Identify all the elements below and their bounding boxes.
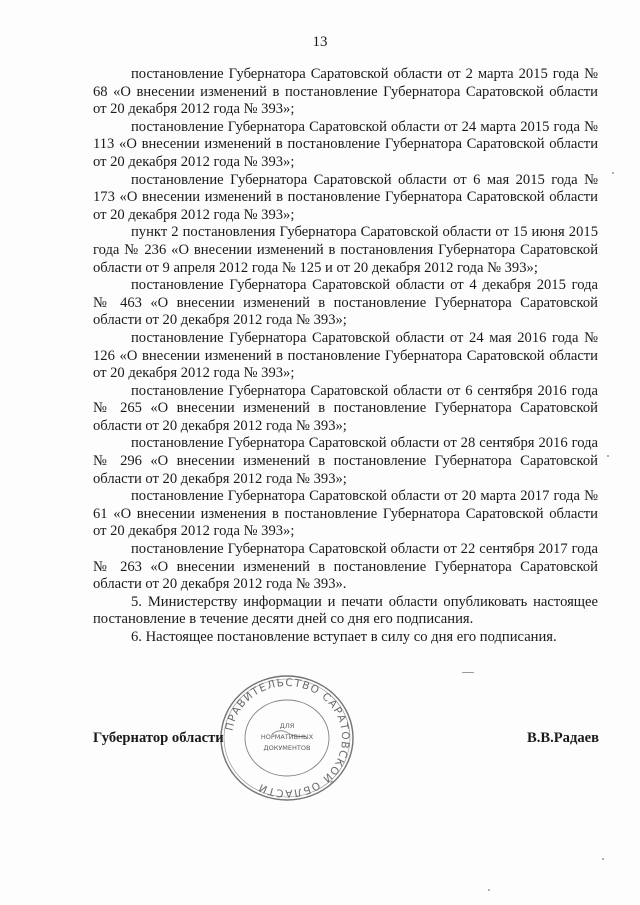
paragraph: постановление Губернатора Саратовской области от 6 сентября 2016 года № 265 «О внесении изменений в постановление Губернатора Саратовской области от 20 декабря 2012 года № 393»; <box>93 382 598 434</box>
paragraph: постановление Губернатора Саратовской области от 6 мая 2015 года № 173 «О внесении изменений в постановление Губернатора Саратовской области от 20 декабря 2012 года № 393»; <box>93 171 598 223</box>
scan-artifact <box>488 889 490 891</box>
paragraph: 5. Министерству информации и печати области опубликовать настоящее постановление в течение десяти дней со дня его подписания. <box>93 593 598 628</box>
seal-center-text: НОРМАТИВНЫХ <box>260 733 314 741</box>
paragraph: постановление Губернатора Саратовской области от 20 марта 2017 года № 61 «О внесении изменения в постановление Губернатора Саратовской области от 20 декабря 2012 года № 393»; <box>93 488 598 540</box>
official-seal <box>212 668 362 808</box>
paragraph: постановление Губернатора Саратовской области от 4 декабря 2015 года № 463 «О внесении изменений в постановление Губернатора Саратовской области от 20 декабря 2012 года № 393»; <box>93 277 598 329</box>
signer-name: В.В.Радаев <box>526 730 599 746</box>
paragraph: постановление Губернатора Саратовской области от 22 сентября 2017 года № 263 «О внесении изменений в постановление Губернатора Саратовской области от 20 декабря 2012 года № 393». <box>93 541 598 593</box>
signer-title: Губернатор области <box>93 730 224 746</box>
scan-artifact <box>612 172 614 174</box>
paragraph: пункт 2 постановления Губернатора Саратовской области от 15 июня 2015 года № 236 «О внесении изменений в постановления Губернатора Саратовской области от 9 апреля 2012 года № 125 и от 20 декабря 2012 года № 393»; <box>93 224 598 276</box>
paragraph: постановление Губернатора Саратовской области от 24 мая 2016 года № 126 «О внесении изменений в постановление Губернатора Саратовской области от 20 декабря 2012 года № 393»; <box>93 329 598 382</box>
seal-center-text: ДОКУМЕНТОВ <box>263 744 311 752</box>
scan-artifact <box>462 672 474 673</box>
seal-outer-text: ПРАВИТЕЛЬСТВО САРАТОВСКОЙ ОБЛАСТИ <box>223 676 352 800</box>
seal-center-text: ДЛЯ <box>279 722 295 730</box>
document-body <box>93 66 598 647</box>
paragraph: постановление Губернатора Саратовской области от 2 марта 2015 года № 68 «О внесении изменений в постановление Губернатора Саратовской области от 20 декабря 2012 года № 393»; <box>93 66 598 118</box>
paragraph: постановление Губернатора Саратовской области от 24 марта 2015 года № 113 «О внесении изменений в постановление Губернатора Саратовской области от 20 декабря 2012 года № 393»; <box>93 118 598 170</box>
paragraph: постановление Губернатора Саратовской области от 28 сентября 2016 года № 296 «О внесении изменений в постановление Губернатора Саратовской области от 20 декабря 2012 года № 393»; <box>93 435 598 487</box>
scan-artifact <box>602 858 604 860</box>
scan-artifact <box>607 455 609 457</box>
page-number: 13 <box>312 34 328 50</box>
paragraph: 6. Настоящее постановление вступает в силу со дня его подписания. <box>131 629 557 645</box>
